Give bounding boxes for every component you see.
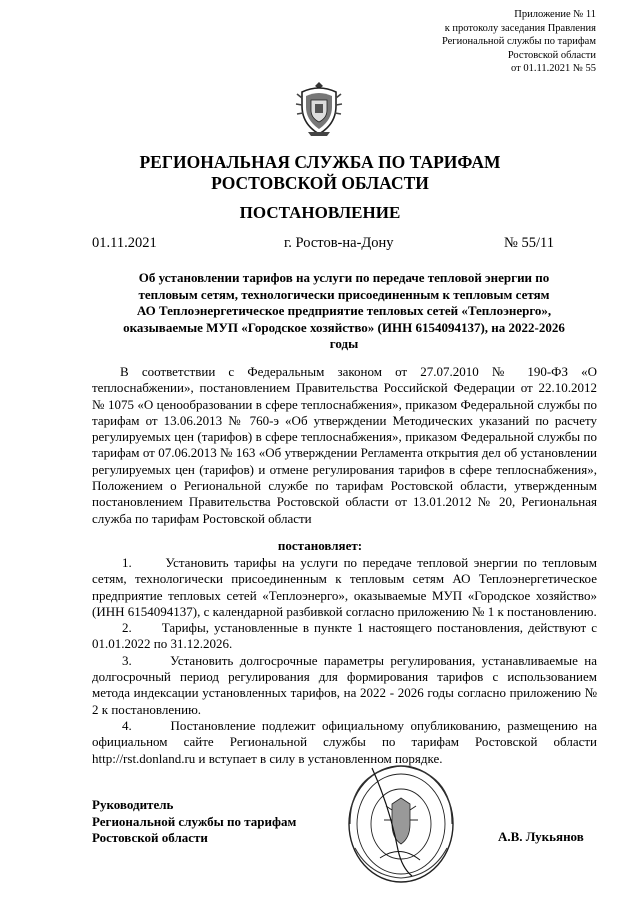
document-type: ПОСТАНОВЛЕНИЕ [239,203,401,222]
appendix-line: Приложение № 11 [514,9,596,20]
official-seal-stamp [340,748,462,888]
appendix-line: Ростовской области [507,49,596,61]
document-number: № 55/11 [504,235,554,251]
preamble-paragraph: В соответствии с Федеральным законом от 27.07.2010 № 190-ФЗ «О теплоснабжении», постановлением Правительства Российской Федерации от 22.10.2012 № 1075 «О ценообразовании в сфере теплоснабжения», приказом Федеральной службы по тарифам от 13.06.2013 № 760-э «Об утверждении Методических указаний по расчету регулируемых цен (тарифов) в сфере теплоснабжения», приказом Федеральной службы по тарифам от 07.06.2013 № 163 «Об утверждении Регламента открытия дел об установлении регулируемых цен (тарифов) и отмене регулирования тарифов в сфере теплоснабжения», Положением о Региональной службе по тарифам Ростовской области, утвержденным постановлением Правительства Ростовской области от 13.01.2012 № 20, Региональная служба по тарифам Ростовской области [92,364,597,526]
organization-title-line1: РЕГИОНАЛЬНАЯ СЛУЖБА ПО ТАРИФАМ [139,152,501,172]
subject-line: Об установлении тарифов на услуги по передаче тепловой энергии по [138,270,550,285]
coat-of-arms-icon [294,80,344,138]
decree-item: 2. Тарифы, установленные в пункте 1 настоящего постановления, действуют с 01.01.2022 по 31.12.2026. [92,620,597,652]
decree-items [92,555,597,767]
subject-line: оказываемые МУП «Городское хозяйство» (ИНН 6154094137), на 2022-2026 [123,319,565,335]
appendix-line: от 01.11.2021 № 55 [511,63,596,74]
decree-item: 1. Установить тарифы на услуги по передаче тепловой энергии по тепловым сетям, технологически присоединенным к тепловым сетям АО Теплоэнергетическое предприятие тепловых сетей «Теплоэнерго», оказываемые МУП «Городское хозяйство» (ИНН 6154094137), с календарной разбивкой согласно приложению № 1 к постановлению. [92,555,597,619]
document-subject [92,270,596,353]
document-city: г. Ростов-на-Дону [284,235,394,251]
appendix-line: Региональной службы по тарифам [441,36,596,47]
decree-keyword: постановляет: [277,538,363,553]
signatory-name: А.В. Лукьянов [498,829,584,844]
decree-item: 3. Установить долгосрочные параметры регулирования, устанавливаемые на долгосрочный период регулирования для формирования тарифов с использованием метода индексации установленных тарифов, на 2022 - 2026 годы согласно приложению № 2 к постановлению. [92,652,597,717]
subject-line: АО Теплоэнергетическое предприятие тепловых сетей «Теплоэнерго», [136,303,552,319]
appendix-line: к протоколу заседания Правления [444,22,596,34]
signatory-title-line: Ростовской области [92,830,208,845]
appendix-note [396,8,596,76]
decree-item: 4. Постановление подлежит официальному опубликованию, размещению на официальном сайте Региональной службы по тарифам Ростовской области http://rst.donland.ru и вступает в силу в установленном порядке. [92,717,597,766]
signatory-title [92,797,296,847]
subject-line: годы [329,336,359,352]
signatory-title-line: Руководитель [92,797,174,812]
subject-line: тепловым сетям, технологически присоединенным к тепловым сетям [138,286,550,302]
organization-title-line2: РОСТОВСКОЙ ОБЛАСТИ [211,173,429,193]
document-date: 01.11.2021 [92,235,157,251]
signatory-title-line: Региональной службы по тарифам [92,813,297,829]
